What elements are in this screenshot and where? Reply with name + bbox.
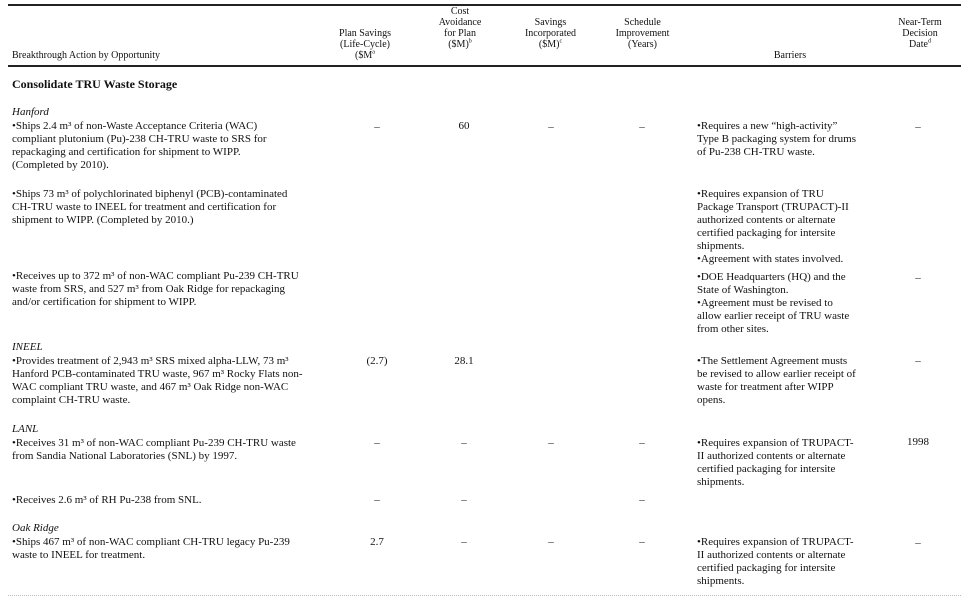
oak-ridge-1-schedule: –	[639, 536, 645, 548]
hanford-1-decision-date: –	[915, 121, 921, 133]
lanl-1-schedule: –	[639, 437, 645, 449]
lanl-2-plan-savings: –	[374, 494, 380, 506]
lanl-action-1: •Receives 31 m³ of non-WAC compliant Pu-239 CH-TRU waste from Sandia National Laboratories (SNL) by 1997.	[12, 437, 296, 462]
ineel-1-decision-date: –	[915, 355, 921, 367]
col-header-schedule: Schedule Improvement (Years)	[615, 17, 670, 50]
lanl-1-cost-avoidance: –	[461, 437, 467, 449]
lanl-2-schedule: –	[639, 494, 645, 506]
section-title: Consolidate TRU Waste Storage	[12, 77, 178, 91]
oak-ridge-action-1: •Ships 467 m³ of non-WAC compliant CH-TRU legacy Pu-239 waste to INEEL for treatment.	[12, 536, 290, 561]
hanford-1-barriers: •Requires a new “high-activity” Type B packaging system for drums of Pu-238 CH-TRU waste.	[697, 120, 857, 158]
hanford-1-plan-savings: –	[374, 121, 380, 133]
oak-ridge-1-decision-date: –	[915, 537, 921, 549]
lanl-1-plan-savings: –	[374, 437, 380, 449]
ineel-1-barriers: •The Settlement Agreement musts be revised to allow earlier receipt of waste for treatment after WIPP opens.	[697, 355, 856, 406]
hanford-3-decision-date: –	[915, 272, 921, 284]
hanford-action-1: •Ships 2.4 m³ of non-Waste Acceptance Criteria (WAC) compliant plutonium (Pu)-238 CH-TRU waste to SRS for repackaging and certification for shipment to WIPP. (Completed by 2010).	[12, 120, 267, 171]
hanford-1-schedule: –	[639, 121, 645, 133]
header-bottom-rule	[8, 65, 961, 67]
hanford-2-barriers: •Requires expansion of TRU Package Transport (TRUPACT)-II authorized contents or alternate certified packaging for intersite shipments. •Agreement with states involved.	[697, 188, 849, 265]
lanl-action-2: •Receives 2.6 m³ of RH Pu-238 from SNL.	[12, 494, 202, 506]
lanl-1-decision-date: 1998	[907, 436, 929, 448]
lanl-1-savings-incorporated: –	[548, 437, 554, 449]
hanford-3-barriers: •DOE Headquarters (HQ) and the State of Washington. •Agreement must be revised to allow earlier receipt of TRU waste from other sites.	[697, 271, 850, 335]
col-header-plan-savings: Plan Savings (Life-Cycle) ($\$M^a$	[339, 28, 391, 61]
col-header-cost-avoidance: Cost Avoidance for Plan ($M)$^b$	[438, 6, 482, 50]
oak-ridge-1-barriers: •Requires expansion of TRUPACT- II authorized contents or alternate certified packaging for intersite shipments.	[697, 536, 854, 587]
bottom-dotted-rule	[8, 595, 961, 596]
ineel-action-1: •Provides treatment of 2,943 m³ SRS mixed alpha-LLW, 73 m³ Hanford PCB-contaminated TRU waste, 967 m³ Rocky Flats non- WAC compliant TRU waste, and 467 m³ Oak Ridge non-WAC complaint CH-TRU waste.	[12, 355, 303, 406]
oak-ridge-1-savings-incorporated: –	[548, 536, 554, 548]
hanford-action-2: •Ships 73 m³ of polychlorinated biphenyl (PCB)-contaminated CH-TRU waste to INEEL for treatment and certification for shipment to WIPP. (Completed by 2010.)	[12, 188, 288, 226]
site-label-oak-ridge: Oak Ridge	[12, 522, 59, 534]
col-header-savings-incorporated: Savings Incorporated ($M)$^c$	[524, 17, 577, 50]
lanl-2-cost-avoidance: –	[461, 494, 467, 506]
site-label-hanford: Hanford	[12, 106, 49, 118]
col-header-barriers: Barriers	[773, 50, 807, 61]
hanford-1-cost-avoidance: 60	[458, 120, 470, 132]
col-header-action: Breakthrough Action by Opportunity	[12, 50, 161, 61]
oak-ridge-1-cost-avoidance: –	[461, 536, 467, 548]
site-label-lanl: LANL	[12, 423, 39, 435]
hanford-1-savings-incorporated: –	[548, 121, 554, 133]
site-label-ineel: INEEL	[12, 341, 43, 353]
oak-ridge-1-plan-savings: 2.7	[370, 536, 384, 548]
lanl-1-barriers: •Requires expansion of TRUPACT- II authorized contents or alternate certified packaging for intersite shipments.	[697, 437, 854, 488]
col-header-decision-date: Near-Term Decision Date$^d$	[898, 17, 942, 50]
hanford-action-3: •Receives up to 372 m³ of non-WAC compliant Pu-239 CH-TRU waste from SRS, and 527 m³ from Oak Ridge for repackaging and/or certification for shipment to WIPP.	[12, 270, 299, 308]
ineel-1-plan-savings: (2.7)	[366, 355, 388, 367]
ineel-1-cost-avoidance: 28.1	[454, 355, 474, 367]
